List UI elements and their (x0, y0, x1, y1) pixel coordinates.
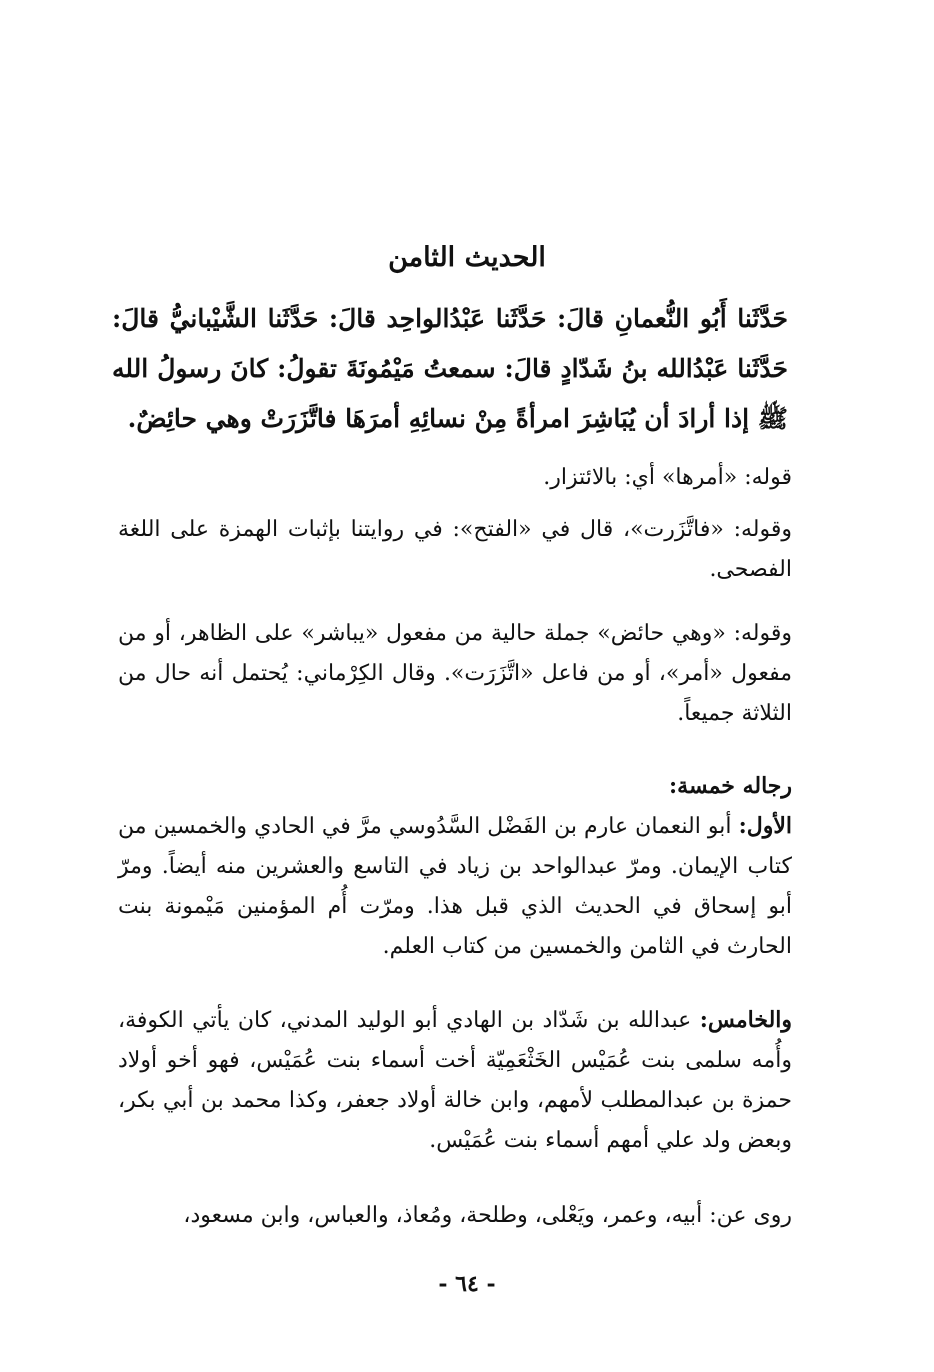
commentary-paragraph: قوله: «أمرها» أي: بالائتزار. (543, 465, 792, 490)
narrator-text: أبو النعمان عارم بن الفَضْل السَّدُوسي مرَّ في الحادي والخمسين من كتاب الإيمان. ومرّ عبدالواحد بن زياد في التاسع والعشرين منه أيضاً. ومرّ أبو إسحاق في الحديث الذي قبل هذا. ومرّت أُم المؤمنين مَيْمونة بنت الحارث في الثامن والخمسين من كتاب العلم. (118, 814, 792, 959)
narrator-paragraph: روى عن: أبيه، وعمر، ويَعْلى، وطلحة، ومُعاذ، والعباس، وابن مسعود، (183, 1203, 792, 1228)
page-number: - ٦٤ - (438, 1271, 496, 1297)
commentary-paragraph: وقوله: «فاتَّزَرت»، قال في «الفتح»: في روايتنا بإثبات الهمزة على اللغة الفصحى. (118, 517, 792, 582)
narrators-heading: رجاله خمسة: (669, 773, 792, 799)
narrator-label: الأول: (738, 813, 792, 839)
narrator-paragraph (118, 1000, 792, 1161)
commentary-paragraph: وقوله: «وهي حائض» جملة حالية من مفعول «يباشر» على الظاهر، أو من مفعول «أمر»، أو من فاعل «اتَّزَرَت». وقال الكِرْماني: يُحتمل أنه حال من الثلاثة جميعاً. (118, 621, 792, 726)
narrator-label: والخامس: (699, 1007, 793, 1033)
hadith-text: حَدَّثَنا أَبُو النُّعمانِ قالَ: حَدَّثَنا عَبْدُالواحِد قالَ: حَدَّثَنا الشَّيْبانيُّ قالَ: حَدَّثَنا عَبْدُالله بنُ شَدّادٍ قالَ: سمعتُ مَيْمُونَةَ تقولُ: كانَ رسولُ الله ﷺ إذا أرادَ أن يُبَاشِرَ امرأةً مِنْ نسائِهِ أمرَهَا فاتَّزَرَتْ وهي حائِضٌ. (112, 304, 788, 433)
section-heading: الحديث الثامن (388, 242, 546, 273)
narrator-text: عبدالله بن شَدّاد بن الهادي أبو الوليد المدني، كان يأتي الكوفة، وأُمه سلمى بنت عُمَيْس الخَثْعَمِيّة أخت أسماء بنت عُمَيْس، فهو أخو أولاد حمزة بن عبدالمطلب لأمهم، وابن خالة أولاد جعفر، وكذا محمد بن أبي بكر، وبعض ولد علي أمهم أسماء بنت عُمَيْس. (118, 1008, 792, 1153)
narrator-paragraph (118, 806, 792, 967)
